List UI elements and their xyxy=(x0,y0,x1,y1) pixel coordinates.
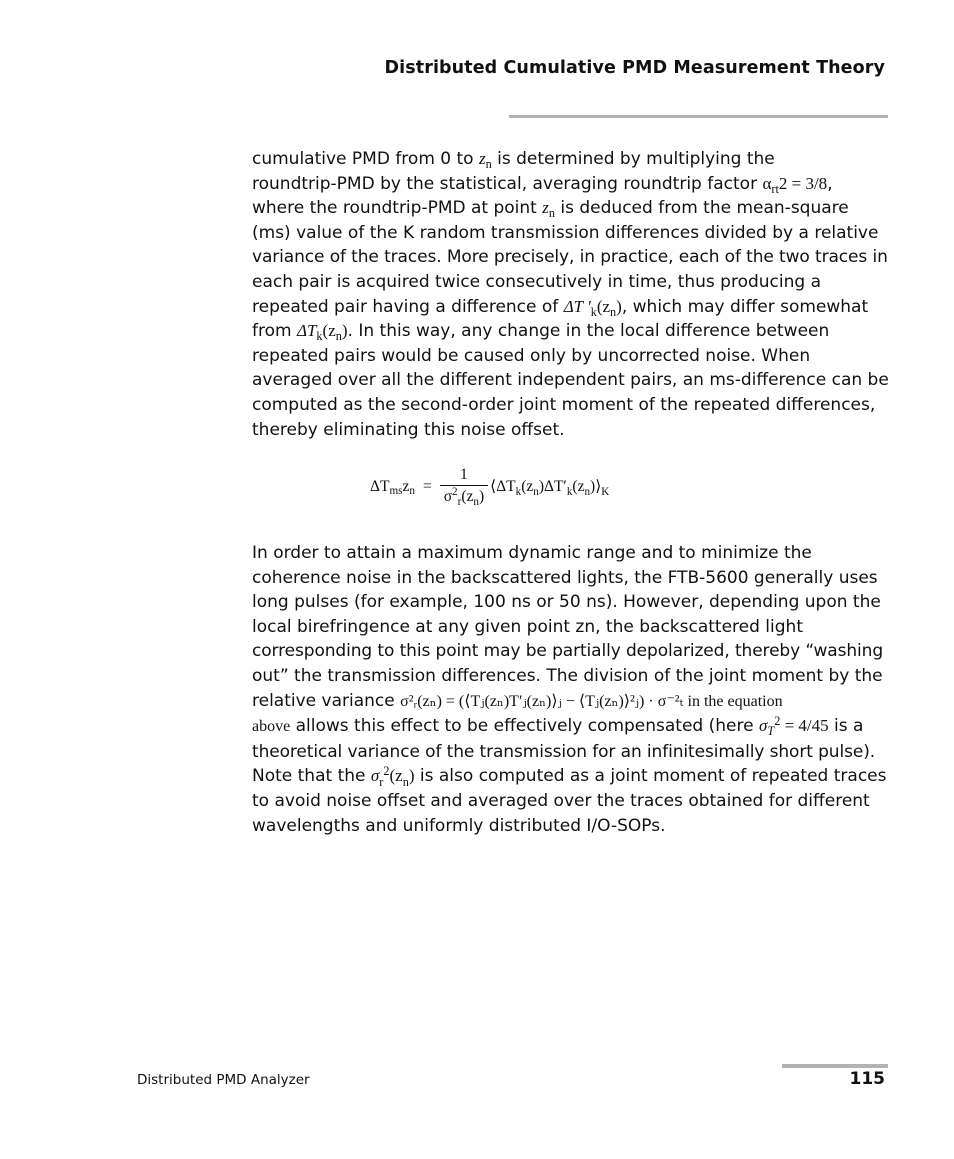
paragraph-2 xyxy=(252,541,892,838)
text-line: from $\Delta T_k(z_n)$. In this way, any change in the local difference between xyxy=(252,321,830,344)
text-line: coherence noise in the backscattered lights, the FTB-5600 generally uses xyxy=(252,567,878,588)
text-line: wavelengths and uniformly distributed I/O-SOPs. xyxy=(252,815,666,836)
footer-rule xyxy=(782,1064,888,1068)
text-line: thereby eliminating this noise offset. xyxy=(252,419,565,440)
text-line: theoretical variance of the transmission for an infinitesimally short pulse). xyxy=(252,741,876,762)
text-line: to avoid noise offset and averaged over the traces obtained for different xyxy=(252,790,870,811)
text-line: relative variance σ²ᵣ(zₙ) = (⟨Tⱼ(zₙ)T′ⱼ(zₙ)⟩ⱼ − ⟨Tⱼ(zₙ)⟩²ⱼ) · σ⁻²ₜ in the equation xyxy=(252,690,783,711)
text-line: each pair is acquired twice consecutively in time, thus producing a xyxy=(252,271,822,292)
text-line: repeated pairs would be caused only by uncorrected noise. When xyxy=(252,345,811,366)
text-line: computed as the second-order joint moment of the repeated differences, xyxy=(252,394,876,415)
page-number: 115 xyxy=(849,1069,885,1089)
text-line: (ms) value of the K random transmission differences divided by a relative xyxy=(252,222,879,243)
text-line: out” the transmission differences. The division of the joint moment by the xyxy=(252,665,883,686)
text-line: above allows this effect to be effectively compensated (here $\sigma_T^2 = 4/45$ is a xyxy=(252,714,864,739)
inline-variance-formula: σ²ᵣ(zₙ) = (⟨Tⱼ(zₙ)T′ⱼ(zₙ)⟩ⱼ − ⟨Tⱼ(zₙ)⟩²ⱼ) · σ⁻²ₜ xyxy=(400,692,684,710)
paragraph-1 xyxy=(252,147,892,442)
text-line: local birefringence at any given point zn, the backscattered light xyxy=(252,616,803,637)
equation-equals: = xyxy=(422,477,432,495)
equation-numerator: 1 xyxy=(460,466,468,483)
text-line: Note that the $\sigma_r^2(z_n)$ is also computed as a joint moment of repeated traces xyxy=(252,764,887,789)
text-line: repeated pair having a difference of ΔT '$_k(z_n)$, which may differ somewhat xyxy=(252,296,869,319)
ms-difference-equation xyxy=(370,466,609,507)
equation-fraction xyxy=(440,466,488,507)
text-line: long pulses (for example, 100 ns or 50 ns). However, depending upon the xyxy=(252,592,881,613)
text-line: In order to attain a maximum dynamic range and to minimize the xyxy=(252,543,812,563)
footer-product-name: Distributed PMD Analyzer xyxy=(137,1072,310,1088)
text-line: averaged over all the different independent pairs, an ms-difference can be xyxy=(252,370,889,391)
text-line: variance of the traces. More precisely, in practice, each of the two traces in xyxy=(252,247,888,268)
text-line: roundtrip-PMD by the statistical, averaging roundtrip factor $\alpha_{rt}2 = 3/8$, xyxy=(252,173,833,196)
header-rule xyxy=(509,115,888,118)
running-header-title: Distributed Cumulative PMD Measurement Theory xyxy=(384,58,885,78)
equation-rhs: $⟨\Delta T_k(z_n)\Delta T'_k(z_n)⟩_K$ xyxy=(490,478,610,498)
equation-denominator: $\sigma^2_r(z_n)$ xyxy=(443,486,485,508)
equation-lhs: $\Delta T_{ms}z_n$ xyxy=(370,477,415,498)
text-line: where the roundtrip-PMD at point $z_n$ is deduced from the mean-square xyxy=(252,198,849,221)
text-line: corresponding to this point may be partially depolarized, thereby “washing xyxy=(252,641,884,662)
text-line: cumulative PMD from 0 to $z_n$ is determined by multiplying the xyxy=(252,149,775,172)
